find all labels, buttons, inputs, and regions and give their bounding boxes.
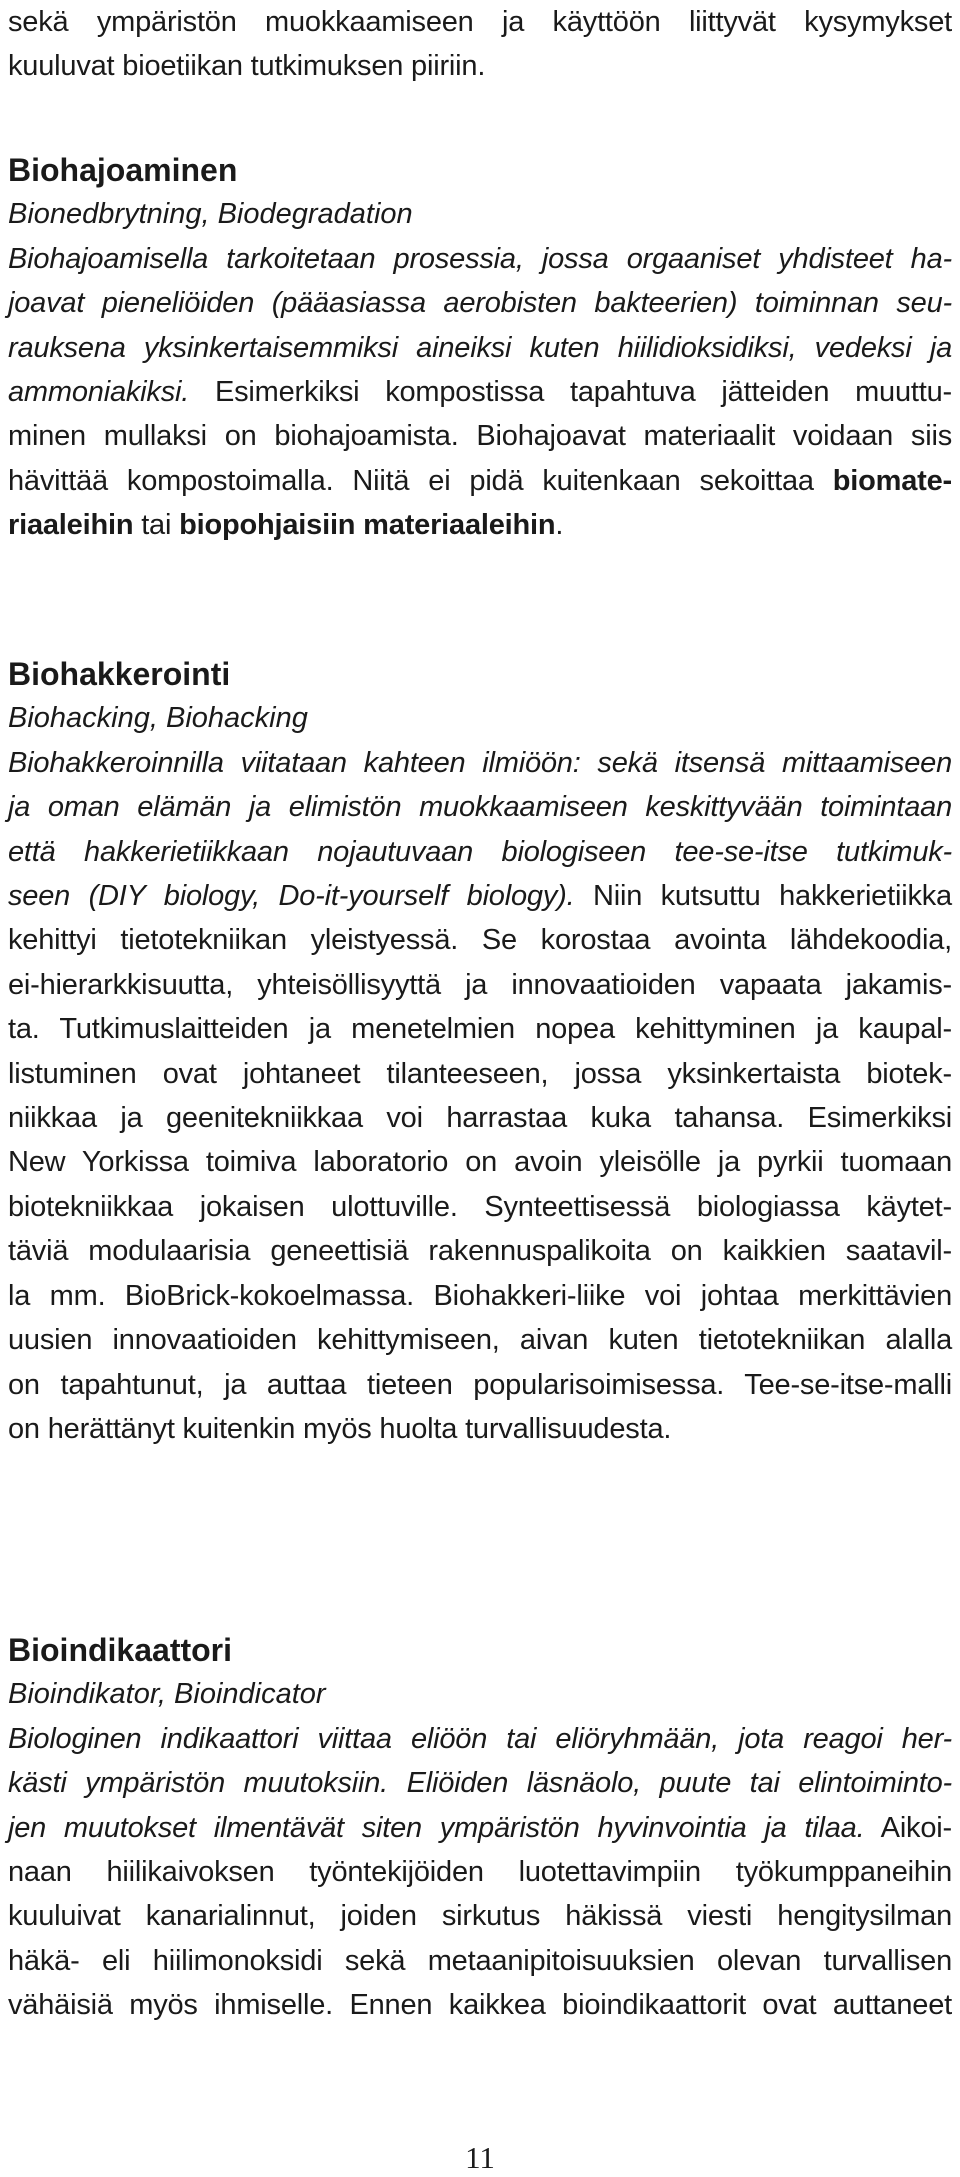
body-line: on tapahtunut, ja auttaa tieteen popularisoimisessa. Tee-se-itse-malli [8, 1368, 952, 1401]
body-line: la mm. BioBrick-kokoelmassa. Biohakkeri-liike voi johtaa merkittävien [8, 1279, 952, 1312]
body-line: niikkaa ja geenitekniikkaa voi harrastaa kuka tahansa. Esimerkiksi [8, 1102, 952, 1135]
entry-body [8, 741, 952, 1452]
body-line: Biohajoamisella tarkoitetaan prosessia, jossa orgaaniset yhdisteet ha- [8, 242, 952, 275]
body-line [8, 370, 952, 414]
body-span: Aikoi- [864, 1811, 952, 1844]
body-line: listuminen ovat johtaneet tilanteeseen, jossa yksinkertaista biotek- [8, 1057, 952, 1090]
body-line [8, 503, 952, 547]
body-line: vähäisiä myös ihmiselle. Ennen kaikkea bioindikaattorit ovat auttaneet [8, 1989, 952, 2022]
entry-biohakkerointi [8, 652, 952, 1451]
entry-subtitle: Bioindikator, Bioindicator [8, 1678, 326, 1711]
body-line: biotekniikkaa jokaisen ulottuville. Synteettisessä biologiassa käytet- [8, 1190, 952, 1223]
body-line: häkä- eli hiilimonoksidi sekä metaanipitoisuuksien olevan turvallisen [8, 1944, 952, 1977]
body-line: täviä modulaarisia geneettisiä rakennuspalikoita on kaikkien saatavil- [8, 1235, 952, 1268]
body-line: ja oman elämän ja elimistön muokkaamiseen keskittyvään toimintaan [8, 791, 952, 824]
intro-line-2: kuuluvat bioetiikan tutkimuksen piiriin. [8, 50, 486, 83]
body-span: Esimerkiksi kompostissa tapahtuva jätteiden muuttu- [189, 376, 952, 409]
body-italic-span: ammoniakiksi. [8, 376, 190, 409]
intro-line-1: sekä ympäristön muokkaamiseen ja käyttöön liittyvät kysymykset [8, 6, 952, 38]
body-line: minen mullaksi on biohajoamista. Biohajoavat materiaalit voidaan siis [8, 420, 952, 453]
entry-biohajoaminen [8, 148, 952, 548]
body-line: joavat pieneliöiden (pääasiassa aerobisten bakteerien) toiminnan seu- [8, 287, 952, 320]
body-line: Biohakkeroinnilla viitataan kahteen ilmiöön: sekä itsensä mittaamiseen [8, 746, 952, 779]
body-line: New Yorkissa toimiva laboratorio on avoin yleisölle ja pyrkii tuomaan [8, 1146, 952, 1179]
body-italic-span: seen (DIY biology, Do-it-yourself biology). [8, 880, 575, 913]
body-span: hävittää kompostoimalla. Niitä ei pidä kuitenkaan sekoittaa [8, 464, 833, 497]
entry-heading: Biohakkerointi [8, 656, 231, 692]
body-line: ei-hierarkkisuutta, yhteisöllisyyttä ja innovaatioiden vapaata jakamis- [8, 968, 952, 1001]
entry-subtitle: Bionedbrytning, Biodegradation [8, 198, 413, 231]
body-line: rauksena yksinkertaisemmiksi aineiksi kuten hiilidioksidiksi, vedeksi ja [8, 331, 952, 364]
body-line: kehittyi tietotekniikan yleistyessä. Se korostaa avointa lähdekoodia, [8, 924, 952, 957]
term-link-biopohjaisiin: biopohjaisiin materiaaleihin [179, 509, 556, 542]
body-line: kästi ympäristön muutoksiin. Eliöiden läsnäolo, puute tai elintoiminto- [8, 1767, 952, 1800]
term-link-biomateriaaleihin: riaaleihin [8, 509, 134, 542]
intro-paragraph [8, 0, 952, 89]
body-line [8, 459, 952, 503]
body-line: kuuluivat kanarialinnut, joiden sirkutus häkissä viesti hengitysilman [8, 1900, 952, 1933]
body-line: ta. Tutkimuslaitteiden ja menetelmien nopea kehittyminen ja kaupal- [8, 1013, 952, 1046]
body-italic-span: jen muutokset ilmentävät siten ympäristön hyvinvointia ja tilaa. [8, 1811, 865, 1844]
body-line: Biologinen indikaattori viittaa eliöön tai eliöryhmään, jota reagoi her- [8, 1722, 952, 1755]
body-line [8, 1806, 952, 1850]
body-line [8, 874, 952, 918]
body-line: naan hiilikaivoksen työntekijöiden luotettavimpiin työkumppaneihin [8, 1856, 952, 1889]
entry-bioindikaattori [8, 1628, 952, 2028]
entry-body [8, 237, 952, 548]
entry-body [8, 1717, 952, 2028]
term-link-biomateriaaleihin: biomate- [832, 464, 952, 497]
body-span: tai [133, 509, 180, 542]
body-line: uusien innovaatioiden kehittymiseen, aivan kuten tietotekniikan alalla [8, 1324, 952, 1357]
page-number: 11 [465, 2140, 495, 2175]
entry-subtitle: Biohacking, Biohacking [8, 702, 308, 735]
body-line: että hakkerietiikkaan nojautuvaan biologiseen tee-se-itse tutkimuk- [8, 835, 952, 868]
body-span: . [555, 509, 564, 542]
body-span: Niin kutsuttu hakkerietiikka [574, 880, 952, 913]
entry-heading: Biohajoaminen [8, 152, 238, 188]
body-line: on herättänyt kuitenkin myös huolta turvallisuudesta. [8, 1412, 672, 1445]
entry-heading: Bioindikaattori [8, 1632, 233, 1668]
